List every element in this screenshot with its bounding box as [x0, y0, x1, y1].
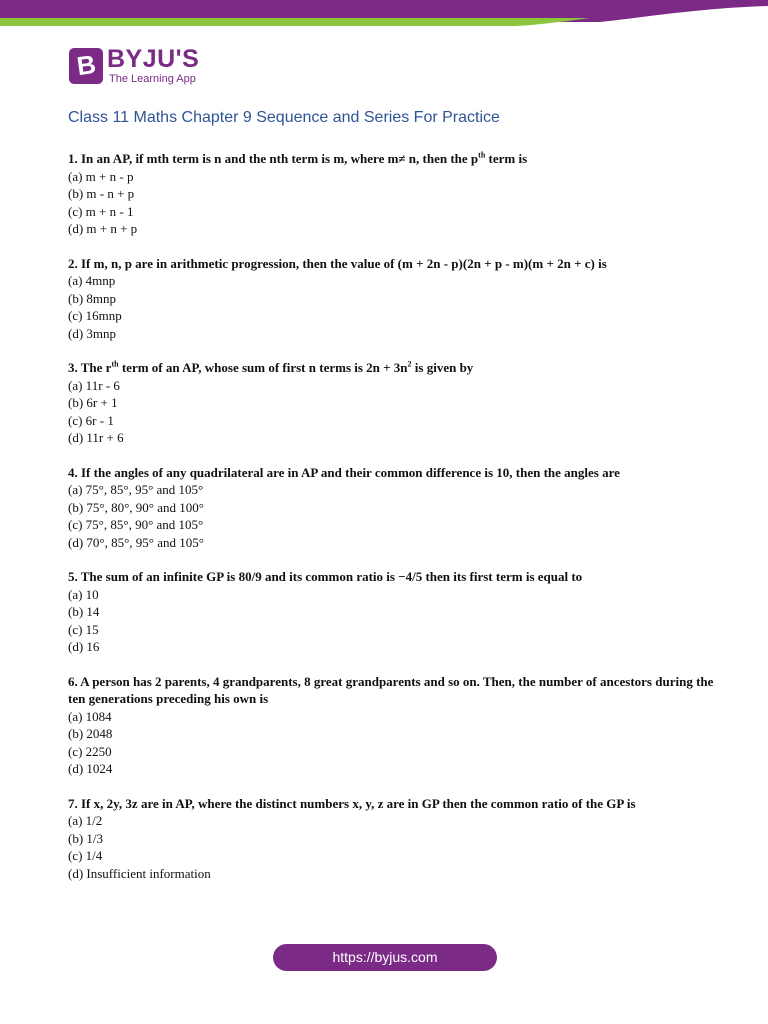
header-band [0, 0, 768, 30]
option-b: (b) m - n + p [68, 186, 135, 201]
logo-title: BYJU'S [107, 45, 200, 73]
option-c: (c) 2250 [68, 743, 112, 759]
option-a: (a) 1084 [68, 708, 112, 724]
option-c: (c) 6r - 1 [68, 412, 114, 428]
option-b: (b) 75°, 80°, 90° and 100° [68, 499, 204, 515]
option-b: (b) 1/3 [68, 830, 104, 846]
option-c: (c) 16mnp [68, 308, 122, 323]
footer-url-link[interactable]: https://byjus.com [273, 944, 497, 971]
option-b: (b) 2048 [68, 726, 113, 741]
option-b: (b) 14 [68, 604, 100, 619]
option-b: (b) 8mnp [68, 290, 117, 306]
option-a: (a) 1/2 [68, 813, 103, 828]
question-list [68, 150, 718, 899]
question-5 [68, 568, 718, 656]
option-d: (d) 70°, 85°, 95° and 105° [68, 534, 204, 550]
option-b: (b) 6r + 1 [68, 395, 118, 410]
option-d: (d) 1024 [68, 761, 113, 776]
question-4 [68, 464, 718, 552]
logo-subtitle: The Learning App [109, 73, 196, 85]
question-text: 6. A person has 2 parents, 4 grandparents, 8 great grandparents and so on. Then, the number of ancestors during the ten generations preceding his own is [68, 673, 714, 706]
option-c: (c) 75°, 85°, 90° and 105° [68, 517, 204, 532]
question-text: 7. If x, 2y, 3z are in AP, where the distinct numbers x, y, z are in GP then the common ratio of the GP is [68, 795, 636, 811]
option-c: (c) 15 [68, 621, 99, 637]
option-a: (a) 11r - 6 [68, 377, 120, 393]
question-1 [68, 150, 718, 238]
question-6 [68, 673, 718, 778]
question-text: 3. The $r^{th}$ term of an AP, whose sum of first n terms is $2n + 3n^2$ is given by [68, 359, 474, 375]
question-text: 4. If the angles of any quadrilateral are in AP and their common difference is 10, then the angles are [68, 464, 620, 480]
option-d: (d) 3mnp [68, 325, 117, 341]
option-c: (c) m + n - 1 [68, 203, 134, 219]
logo-mark [69, 48, 103, 84]
option-a: (a) 10 [68, 586, 99, 602]
question-text: 2. If m, n, p are in arithmetic progression, then the value of (m + 2n - p)(2n + p - m)(m + 2n + c) is [68, 255, 607, 271]
option-d: (d) Insufficient information [68, 865, 211, 881]
question-7 [68, 795, 718, 883]
question-text: 5. The sum of an infinite GP is 80/9 and its common ratio is −4/5 then its first term is equal to [68, 569, 583, 584]
question-3 [68, 359, 718, 447]
option-c: (c) 1/4 [68, 848, 103, 863]
option-a: (a) 75°, 85°, 95° and 105° [68, 482, 204, 497]
option-a: (a) m + n - p [68, 168, 134, 184]
byjus-logo[interactable] [69, 46, 199, 90]
question-2 [68, 255, 718, 343]
option-a: (a) 4mnp [68, 273, 116, 288]
question-text: 1. In an AP, if mth term is n and the nth term is m, where m≠ n, then the $p^{th}$ term is [68, 150, 528, 166]
option-d: (d) m + n + p [68, 221, 138, 236]
page-title: Class 11 Maths Chapter 9 Sequence and Series For Practice [68, 109, 500, 126]
option-d: (d) 11r + 6 [68, 430, 124, 445]
logo-mark-letter: B [74, 48, 98, 82]
option-d: (d) 16 [68, 639, 100, 654]
